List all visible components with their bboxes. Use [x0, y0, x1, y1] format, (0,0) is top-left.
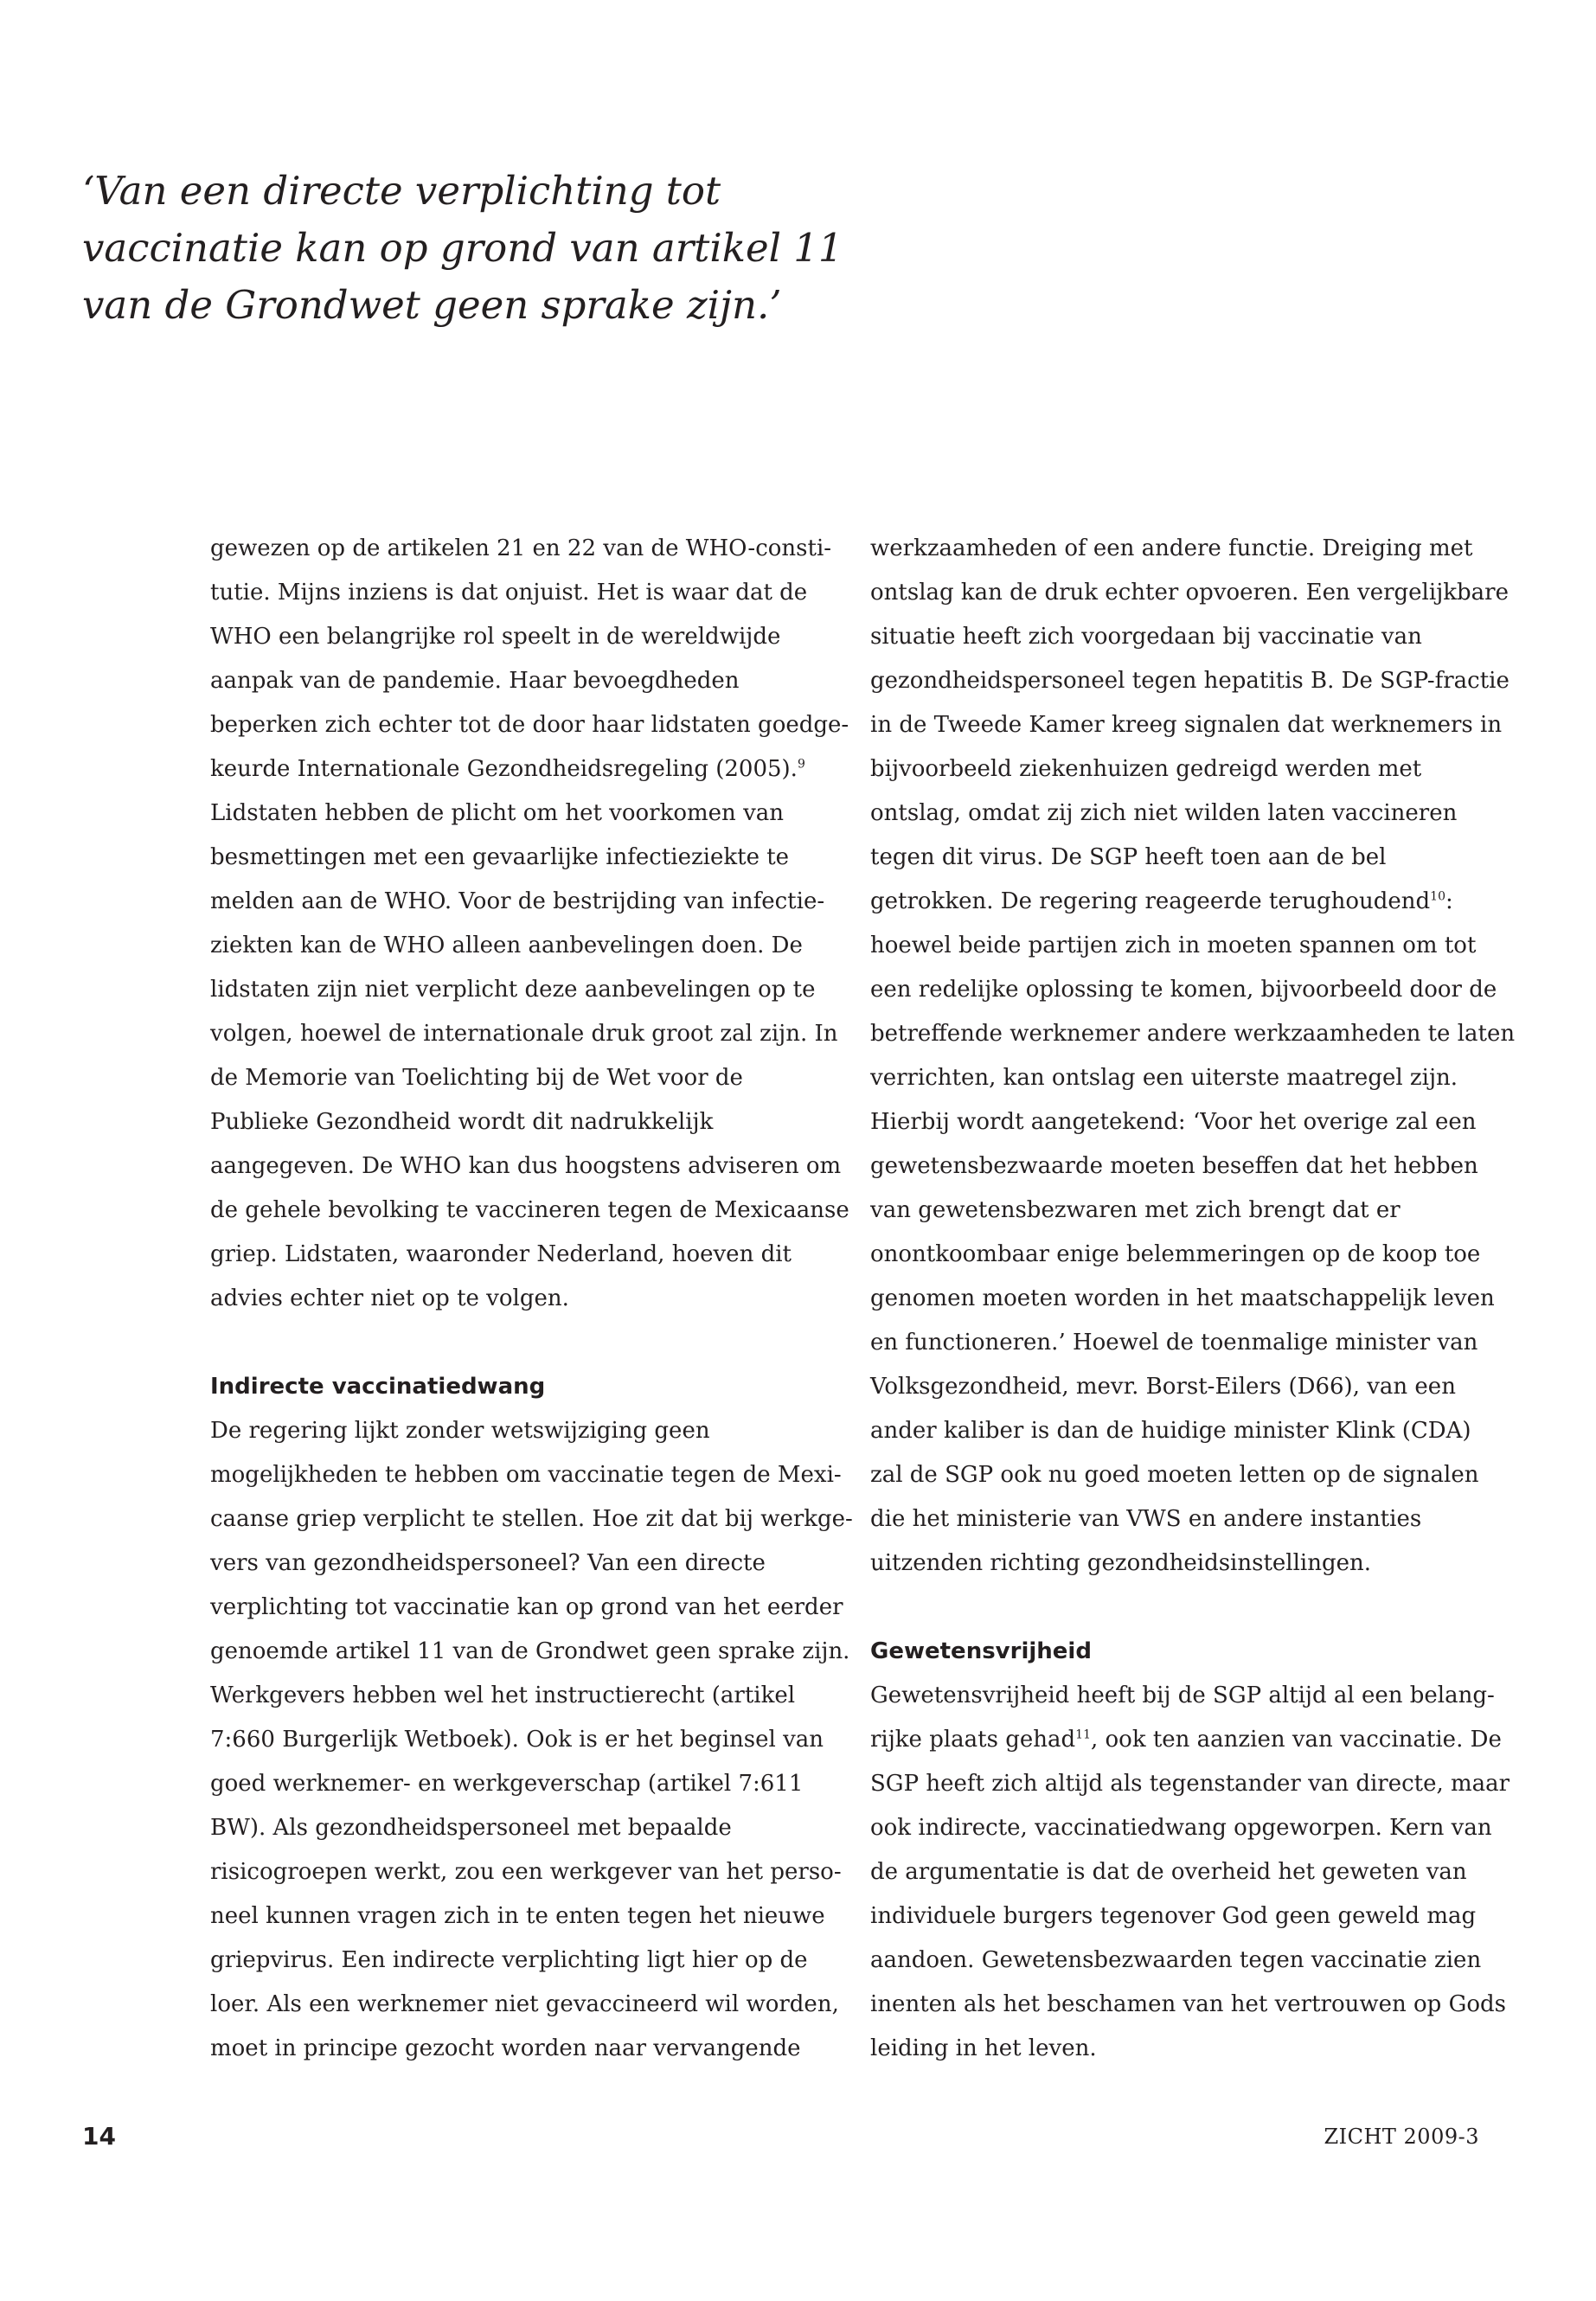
paragraph-gap — [210, 1321, 816, 1365]
text-line: die het ministerie van VWS en andere instanties — [870, 1506, 1422, 1532]
text-line: 7:660 Burgerlijk Wetboek). Ook is er het beginsel van — [210, 1727, 824, 1753]
text-line — [870, 880, 1476, 924]
text-line: individuele burgers tegenover God geen geweld mag — [870, 1903, 1477, 1929]
pull-quote-line: vaccinatie kan op grond van artikel 11 — [82, 225, 843, 271]
section-heading-gewetensvrijheid: Gewetensvrijheid — [870, 1638, 1092, 1664]
text-line: ontslag, omdat zij zich niet wilden laten vaccineren — [870, 800, 1458, 826]
text-line: zal de SGP ook nu goed moeten letten op de signalen — [870, 1462, 1479, 1488]
text-line: bijvoorbeeld ziekenhuizen gedreigd werden met — [870, 756, 1422, 782]
text-line: in de Tweede Kamer kreeg signalen dat werknemers in — [870, 712, 1503, 738]
text-line: griep. Lidstaten, waaronder Nederland, hoeven dit — [210, 1241, 792, 1267]
text-line: gewezen op de artikelen 21 en 22 van de WHO-consti- — [210, 535, 832, 561]
text-line: Werkgevers hebben wel het instructierecht (artikel — [210, 1682, 796, 1708]
text-line: leiding in het leven. — [870, 2035, 1097, 2061]
text-line: tutie. Mijns inziens is dat onjuist. Het is waar dat de — [210, 580, 808, 606]
text-line: beperken zich echter tot de door haar lidstaten goedge- — [210, 712, 849, 738]
text-line: ziekten kan de WHO alleen aanbevelingen doen. De — [210, 933, 803, 958]
pull-quote-line: van de Grondwet geen sprake zijn.’ — [82, 282, 782, 328]
text-line: aandoen. Gewetensbezwaarden tegen vaccinatie zien — [870, 1947, 1482, 1973]
text-line: en functioneren.’ Hoewel de toenmalige minister van — [870, 1330, 1478, 1356]
text-line: verplichting tot vaccinatie kan op grond van het eerder — [210, 1594, 843, 1620]
text-segment: : — [1445, 888, 1453, 914]
text-line: uitzenden richting gezondheidsinstellingen. — [870, 1550, 1372, 1576]
journal-issue: ZICHT 2009-3 — [1324, 2125, 1479, 2149]
text-line: SGP heeft zich altijd als tegenstander van directe, maar — [870, 1771, 1510, 1797]
text-line: van gewetensbezwaren met zich brengt dat er — [870, 1197, 1401, 1223]
text-line: gewetensbezwaarde moeten beseffen dat het hebben — [870, 1153, 1478, 1179]
section-heading-indirecte-vaccinatiedwang: Indirecte vaccinatiedwang — [210, 1374, 546, 1400]
text-line: Gewetensvrijheid heeft bij de SGP altijd al een belang- — [870, 1682, 1495, 1708]
text-line: melden aan de WHO. Voor de bestrijding van infectie- — [210, 888, 825, 914]
footnote-ref-9: 9 — [797, 757, 805, 772]
footnote-ref-11: 11 — [1075, 1727, 1091, 1742]
right-column — [870, 527, 1516, 2071]
text-segment: getrokken. De regering reageerde terughoudend — [870, 888, 1431, 914]
text-line — [210, 747, 816, 792]
text-line: de gehele bevolking te vaccineren tegen de Mexicaanse — [210, 1197, 849, 1223]
text-line: situatie heeft zich voorgedaan bij vaccinatie van — [870, 624, 1422, 650]
text-line: loer. Als een werknemer niet gevaccineerd wil worden, — [210, 1991, 839, 2017]
text-line: hoewel beide partijen zich in moeten spannen om tot — [870, 933, 1477, 958]
text-line: Lidstaten hebben de plicht om het voorkomen van — [210, 800, 784, 826]
text-line: verrichten, kan ontslag een uiterste maatregel zijn. — [870, 1065, 1458, 1091]
text-line: WHO een belangrijke rol speelt in de wereldwijde — [210, 624, 781, 650]
text-line: Publieke Gezondheid wordt dit nadrukkelijk — [210, 1109, 714, 1135]
text-line: advies echter niet op te volgen. — [210, 1285, 569, 1311]
text-line: genomen moeten worden in het maatschappelijk leven — [870, 1285, 1495, 1311]
page-number: 14 — [82, 2122, 116, 2150]
text-line: Volksgezondheid, mevr. Borst-Eilers (D66), van een — [870, 1374, 1456, 1400]
paragraph-gap — [870, 1586, 1476, 1630]
text-line: aanpak van de pandemie. Haar bevoegdheden — [210, 668, 740, 694]
text-line: goed werknemer- en werkgeverschap (artikel 7:611 — [210, 1771, 804, 1797]
pull-quote — [82, 163, 947, 334]
text-line: caanse griep verplicht te stellen. Hoe zit dat bij werkge- — [210, 1506, 853, 1532]
footnote-ref-10: 10 — [1430, 889, 1445, 904]
text-line: risicogroepen werkt, zou een werkgever van het perso- — [210, 1859, 842, 1885]
text-line: aangegeven. De WHO kan dus hoogstens adviseren om — [210, 1153, 842, 1179]
text-line: betreffende werknemer andere werkzaamheden te laten — [870, 1021, 1516, 1047]
text-line: moet in principe gezocht worden naar vervangende — [210, 2035, 801, 2061]
text-line: tegen dit virus. De SGP heeft toen aan de bel — [870, 844, 1387, 870]
text-line: genoemde artikel 11 van de Grondwet geen sprake zijn. — [210, 1638, 850, 1664]
text-segment: , ook ten aanzien van vaccinatie. De — [1090, 1727, 1502, 1753]
text-line: de Memorie van Toelichting bij de Wet voor de — [210, 1065, 743, 1091]
text-line: De regering lijkt zonder wetswijziging geen — [210, 1418, 710, 1444]
text-segment: rijke plaats gehad — [870, 1727, 1076, 1753]
text-line: ander kaliber is dan de huidige minister Klink (CDA) — [870, 1418, 1471, 1444]
left-column — [210, 527, 853, 2071]
text-line: besmettingen met een gevaarlijke infectieziekte te — [210, 844, 790, 870]
pull-quote-line: ‘Van een directe verplichting tot — [82, 168, 721, 214]
text-line: inenten als het beschamen van het vertrouwen op Gods — [870, 1991, 1506, 2017]
text-line: onontkoombaar enige belemmeringen op de koop toe — [870, 1241, 1481, 1267]
text-line: Hierbij wordt aangetekend: ‘Voor het overige zal een — [870, 1109, 1477, 1135]
text-line: een redelijke oplossing te komen, bijvoorbeeld door de — [870, 977, 1497, 1003]
text-line: werkzaamheden of een andere functie. Dreiging met — [870, 535, 1473, 561]
text-line: BW). Als gezondheidspersoneel met bepaalde — [210, 1815, 732, 1841]
text-line: vers van gezondheidspersoneel? Van een directe — [210, 1550, 766, 1576]
text-line: gezondheidspersoneel tegen hepatitis B. De SGP-fractie — [870, 668, 1509, 694]
text-line: griepvirus. Een indirecte verplichting ligt hier op de — [210, 1947, 808, 1973]
text-line: ook indirecte, vaccinatiedwang opgeworpen. Kern van — [870, 1815, 1492, 1841]
text-line: de argumentatie is dat de overheid het geweten van — [870, 1859, 1467, 1885]
text-line: lidstaten zijn niet verplicht deze aanbevelingen op te — [210, 977, 816, 1003]
text-line: volgen, hoewel de internationale druk groot zal zijn. In — [210, 1021, 838, 1047]
text-segment: keurde Internationale Gezondheidsregeling (2005). — [210, 756, 798, 782]
text-line — [870, 1718, 1502, 1762]
text-line: neel kunnen vragen zich in te enten tegen het nieuwe — [210, 1903, 825, 1929]
text-line: mogelijkheden te hebben om vaccinatie tegen de Mexi- — [210, 1462, 842, 1488]
text-line: ontslag kan de druk echter opvoeren. Een vergelijkbare — [870, 580, 1509, 606]
